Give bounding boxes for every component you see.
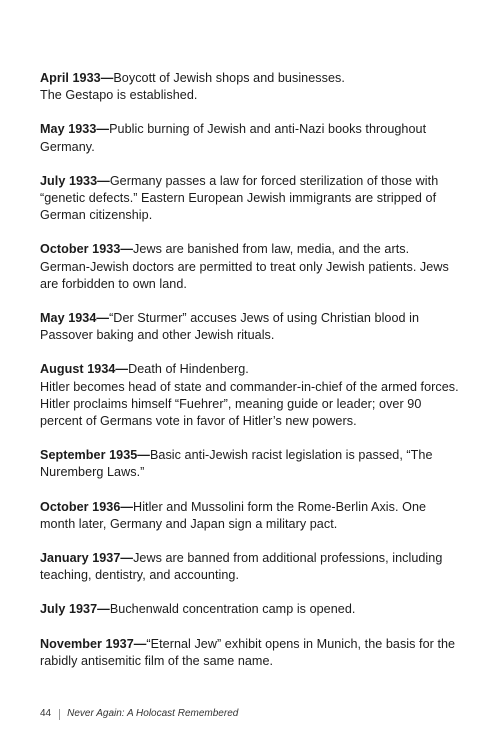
entry-line	[40, 310, 460, 344]
entry-line	[40, 173, 460, 225]
timeline-entry	[40, 70, 460, 104]
entry-text: Jews are banished from law, media, and the arts. German-Jewish doctors are permitted to treat only Jewish patients. Jews are forbidden to own land.	[40, 242, 449, 291]
entry-text: Hitler and Mussolini form the Rome-Berlin Axis. One month later, Germany and Japan sign a military pact.	[40, 499, 427, 531]
entry-date: May 1934—	[40, 311, 110, 326]
entry-line	[40, 121, 460, 155]
entry-text: “Der Sturmer” accuses Jews of using Christian blood in Passover baking and other Jewish rituals.	[40, 311, 420, 343]
footer-divider	[59, 709, 60, 720]
entry-line	[40, 70, 460, 87]
timeline-entry	[40, 636, 460, 670]
timeline-entry	[40, 310, 460, 344]
entry-extra-text: The Gestapo is established.	[40, 88, 198, 103]
timeline-entry	[40, 601, 460, 618]
entry-text: Jews are banned from additional professions, including teaching, dentistry, and accounting.	[40, 551, 443, 583]
entry-date: November 1937—	[40, 636, 147, 651]
entry-text: Boycott of Jewish shops and businesses.	[113, 71, 345, 85]
entry-date: August 1934—	[40, 362, 129, 377]
entry-line	[40, 361, 460, 378]
timeline-entry	[40, 121, 460, 155]
entry-line	[40, 601, 460, 618]
entry-date: October 1936—	[40, 499, 134, 514]
entry-date: May 1933—	[40, 122, 110, 137]
entry-text: Public burning of Jewish and anti-Nazi books throughout Germany.	[40, 122, 427, 154]
timeline-entry	[40, 173, 460, 225]
entry-date: April 1933—	[40, 71, 114, 85]
entry-line	[40, 499, 460, 533]
timeline-entry	[40, 550, 460, 584]
timeline-entry	[40, 361, 460, 430]
entry-line	[40, 550, 460, 584]
entry-date: September 1935—	[40, 448, 150, 463]
entry-text: “Eternal Jew” exhibit opens in Munich, the basis for the rabidly antisemitic film of the same name.	[40, 636, 456, 668]
entry-line	[40, 447, 460, 481]
timeline-entry	[40, 447, 460, 481]
entry-text: Buchenwald concentration camp is opened.	[109, 602, 356, 617]
entry-extra-text: Hitler becomes head of state and commander-in-chief of the armed forces. Hitler proclaims himself “Fuehrer”, meaning guide or leader; over 90 percent of Germans vote in favor of Hitler’s new powers.	[40, 379, 459, 429]
entry-date: October 1933—	[40, 242, 134, 257]
entry-line	[40, 636, 460, 670]
entry-date: January 1937—	[40, 551, 134, 566]
timeline-entry	[40, 499, 460, 533]
entry-date: July 1937—	[40, 602, 110, 617]
entry-line	[40, 241, 460, 293]
entry-text: Basic anti-Jewish racist legislation is passed, “The Nuremberg Laws.”	[40, 448, 433, 480]
entry-date: July 1933—	[40, 173, 110, 188]
book-title: Never Again: A Holocast Remembered	[67, 708, 239, 719]
entry-text: Germany passes a law for forced sterilization of those with “genetic defects.” Eastern European Jewish immigrants are stripped of German citizenship.	[40, 173, 439, 223]
timeline-entry	[40, 241, 460, 293]
page-number: 44	[40, 708, 52, 719]
entry-text: Death of Hindenberg.	[128, 362, 249, 377]
page-footer	[40, 707, 238, 721]
timeline-page	[40, 70, 460, 687]
